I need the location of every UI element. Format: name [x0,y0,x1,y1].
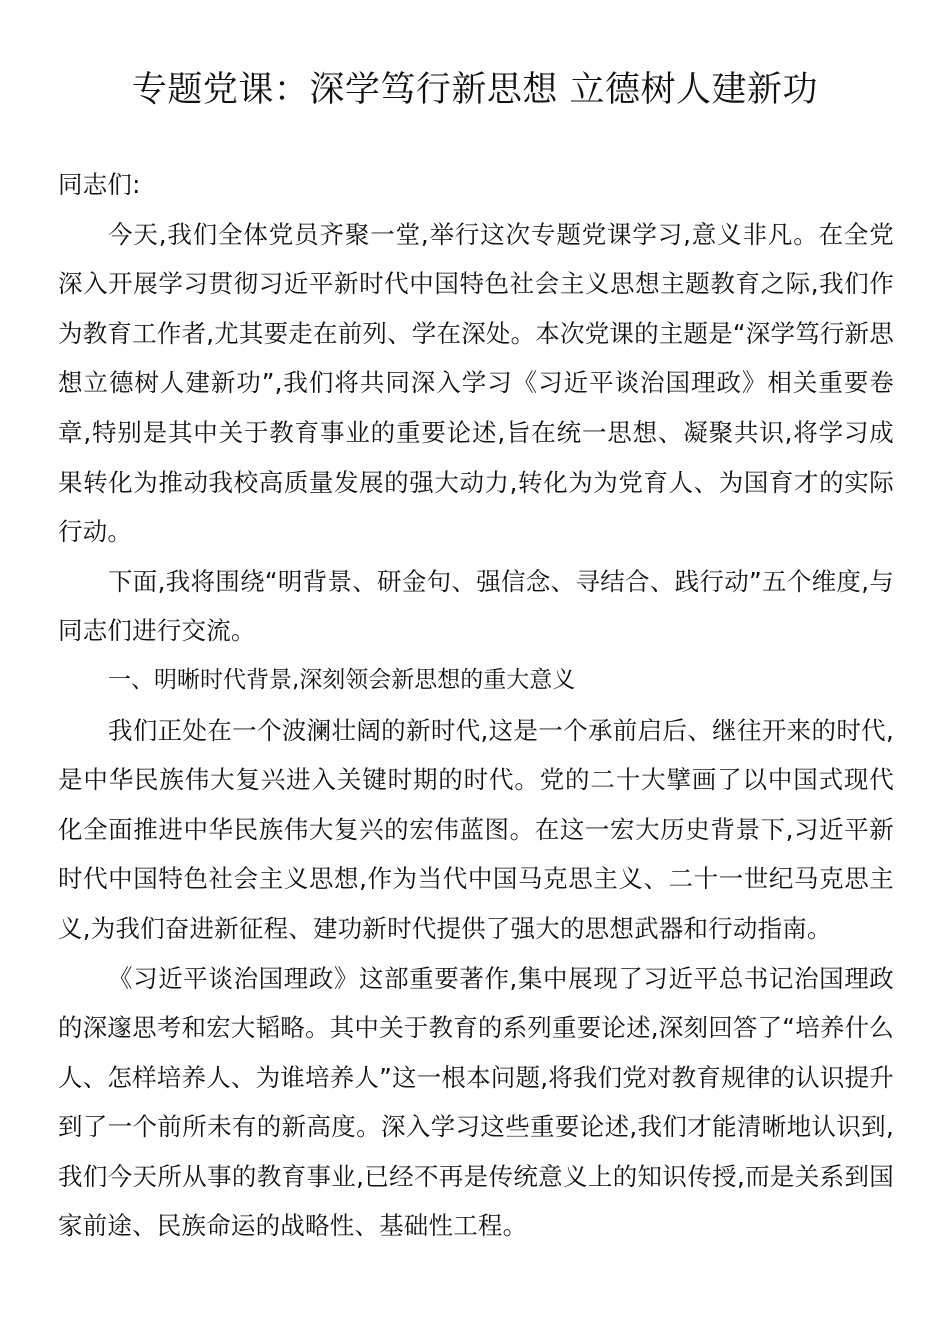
section-heading: 一、明晰时代背景,深刻领会新思想的重大意义 [108,666,576,693]
document-title: 专题党课：深学笃行新思想 立德树人建新功 [131,70,819,110]
paragraph-background: 我们正处在一个波澜壮阔的新时代,这是一个承前启后、继往开来的时代,是中华民族伟大复兴进入关键时期的时代。党的二十大擘画了以中国式现代化全面推进中华民族伟大复兴的宏伟蓝图。在这一宏大历史背景下,习近平新时代中国特色社会主义思想,作为当代中国马克思主义、二十一世纪马克思主义,为我们奋进新征程、建功新时代提供了强大的思想武器和行动指南。 [58,715,894,943]
paragraph-outline: 下面,我将围绕“明背景、研金句、强信念、寻结合、践行动”五个维度,与同志们进行交流。 [58,566,894,646]
paragraph-intro: 今天,我们全体党员齐聚一堂,举行这次专题党课学习,意义非凡。在全党深入开展学习贯彻习近平新时代中国特色社会主义思想主题教育之际,我们作为教育工作者,尤其要走在前列、学在深处。本次党课的主题是“深学笃行新思想立德树人建新功”,我们将共同深入学习《习近平谈治国理政》相关重要卷章,特别是其中关于教育事业的重要论述,旨在统一思想、凝聚共识,将学习成果转化为推动我校高质量发展的强大动力,转化为为党育人、为国育才的实际行动。 [58,219,894,547]
document-body [58,160,894,1251]
paragraph-book: 《习近平谈治国理政》这部重要著作,集中展现了习近平总书记治国理政的深邃思考和宏大韬略。其中关于教育的系列重要论述,深刻回答了“培养什么人、怎样培养人、为谁培养人”这一根本问题,将我们党对教育规律的认识提升到了一个前所未有的新高度。深入学习这些重要论述,我们才能清晰地认识到,我们今天所从事的教育事业,已经不再是传统意义上的知识传授,而是关系到国家前途、民族命运的战略性、基础性工程。 [58,963,894,1241]
salutation: 同志们: [58,170,141,199]
